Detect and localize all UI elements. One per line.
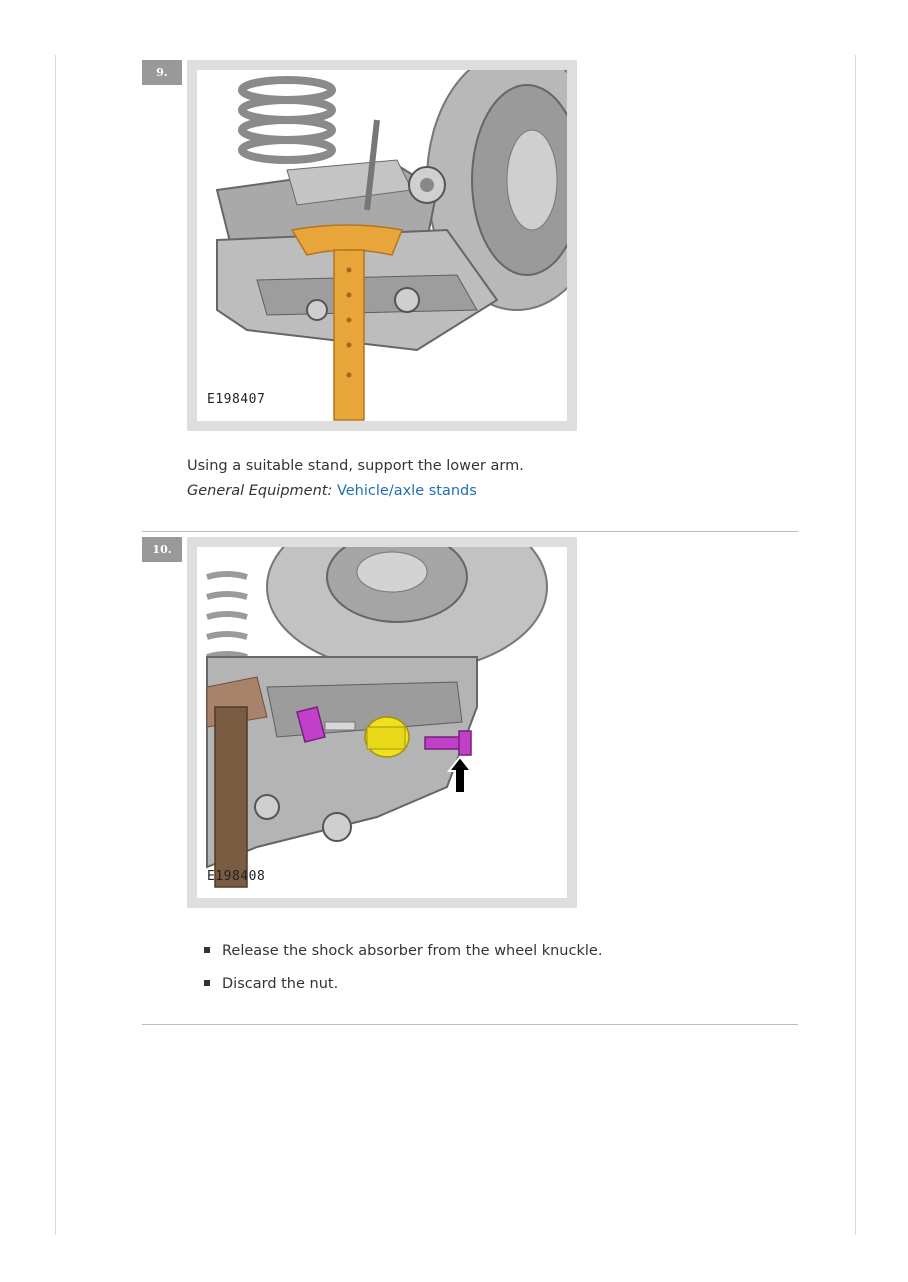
illustration-shock-absorber-release (197, 547, 567, 898)
step-number-badge: 9. (142, 60, 182, 85)
list-item (204, 938, 602, 971)
illustration-lower-arm-support (197, 70, 567, 421)
figure-code: E198408 (207, 869, 266, 884)
step-instruction: Using a suitable stand, support the lower arm. (187, 458, 524, 474)
list-item (204, 971, 602, 1004)
page-border-left (55, 55, 56, 1235)
figure-code: E198407 (207, 392, 266, 407)
list-item-text: Release the shock absorber from the wheel knuckle. (222, 943, 603, 959)
list-item-text: Discard the nut. (222, 976, 339, 992)
step-illustration-frame (187, 60, 577, 431)
step-divider (142, 531, 798, 532)
knuckle-illustration (197, 547, 567, 898)
step-divider (142, 1024, 798, 1025)
equipment-line (187, 483, 477, 499)
page-border-right (855, 55, 856, 1235)
instruction-list (204, 938, 602, 1004)
bullet-square-icon (204, 947, 210, 953)
equipment-link[interactable]: Vehicle/axle stands (336, 483, 477, 499)
bullet-square-icon (204, 980, 210, 986)
arrow-up-icon (447, 755, 473, 795)
suspension-illustration (197, 70, 567, 421)
equipment-label: General Equipment: (187, 483, 333, 499)
step-illustration-frame (187, 537, 577, 908)
step-number-badge: 10. (142, 537, 182, 562)
